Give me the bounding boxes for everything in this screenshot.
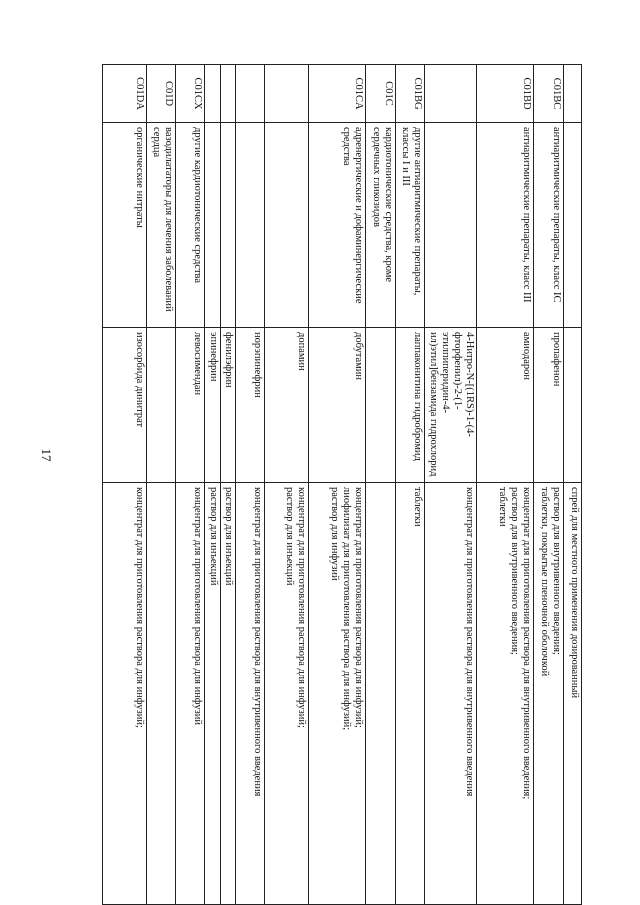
drug-name-cell: левосимендан — [176, 328, 205, 483]
drug-name-cell: 4-Нитро-N-[(1RS)-1-(4-фторфенил)-2-(1-этилпиперидин-4-ил)этил]бензамида гидрохлорид — [425, 328, 477, 483]
table-row — [534, 65, 563, 905]
atc-code-cell: C01BC — [534, 65, 563, 123]
dosage-form-line: концентрат для приготовления раствора для инфузий; — [353, 487, 365, 728]
pharmacological-group-cell: органические нитраты — [103, 123, 147, 328]
atc-code-cell: C01CX — [176, 65, 205, 123]
atc-code-cell — [220, 65, 235, 123]
table-row — [103, 65, 147, 905]
table-row — [235, 65, 264, 905]
pharmacological-group-cell: кардиотонические средства, кроме сердечных гликозидов — [366, 123, 395, 328]
dosage-form-cell — [205, 483, 220, 905]
drug-name-cell: добутамин — [308, 328, 366, 483]
drug-name-cell: эпинефрин — [205, 328, 220, 483]
drug-name-cell: пропафенон — [534, 328, 563, 483]
table-row — [265, 65, 309, 905]
dosage-form-line: концентрат для приготовления раствора для инфузий; — [133, 487, 145, 728]
atc-code-cell: C01CA — [308, 65, 366, 123]
table-row — [563, 65, 581, 905]
atc-code-cell: C01D — [146, 65, 175, 123]
drug-name-cell: допамин — [265, 328, 309, 483]
table-row — [366, 65, 395, 905]
pharmacological-group-cell: антиаритмические препараты, класс III — [476, 123, 534, 328]
dosage-form-line: спрей для местного применения дозированный — [569, 487, 580, 699]
dosage-form-line: таблетки, покрытые пленочной оболочкой — [538, 487, 550, 677]
pharmacological-group-cell: другие кардиотонические средства — [176, 123, 205, 328]
dosage-form-cell — [308, 483, 366, 905]
atc-code-cell: C01C — [366, 65, 395, 123]
page-number: 17 — [39, 448, 54, 462]
atc-code-cell: C01DA — [103, 65, 147, 123]
pharmacological-group-cell — [265, 123, 309, 328]
atc-code-cell: C01BG — [395, 65, 424, 123]
dosage-form-line: концентрат для приготовления раствора для внутривенного введения — [463, 487, 475, 797]
atc-code-cell — [425, 65, 477, 123]
dosage-form-line: концентрат для приготовления раствора для внутривенного введения; — [521, 487, 533, 800]
pharmacological-group-cell — [425, 123, 477, 328]
table-row — [220, 65, 235, 905]
dosage-form-cell — [103, 483, 147, 905]
dosage-form-cell — [395, 483, 424, 905]
atc-code-cell — [205, 65, 220, 123]
atc-code-cell: C01BD — [476, 65, 534, 123]
dosage-form-cell — [176, 483, 205, 905]
dosage-form-cell — [534, 483, 563, 905]
pharmacological-group-cell — [235, 123, 264, 328]
dosage-form-line: концентрат для приготовления раствора для внутривенного введения — [252, 487, 264, 797]
dosage-form-line: раствор для инъекций — [222, 487, 234, 586]
dosage-form-line: таблетки — [497, 487, 509, 527]
pharmacological-group-cell: другие антиаритмические препараты, классы I и III — [395, 123, 424, 328]
drug-name-cell — [146, 328, 175, 483]
atc-code-cell — [265, 65, 309, 123]
table-row — [476, 65, 534, 905]
pharmacological-group-cell: антиаритмические препараты, класс IC — [534, 123, 563, 328]
drug-name-cell: норэпинефрин — [235, 328, 264, 483]
drug-name-cell — [563, 328, 581, 483]
drug-name-cell: фенилэфрин — [220, 328, 235, 483]
dosage-form-line: таблетки — [412, 487, 424, 527]
dosage-form-cell — [366, 483, 395, 905]
table-row — [308, 65, 366, 905]
pharmacological-group-cell — [563, 123, 581, 328]
dosage-form-cell — [146, 483, 175, 905]
dosage-form-line: концентрат для приготовления раствора для инфузий; — [295, 487, 307, 728]
dosage-form-line: раствор для инъекций — [207, 487, 219, 586]
dosage-form-line: раствор для внутривенного введения; — [509, 487, 521, 655]
table-row — [395, 65, 424, 905]
drug-name-cell — [366, 328, 395, 483]
atc-code-cell — [235, 65, 264, 123]
dosage-form-line: концентрат для приготовления раствора для инфузий — [192, 487, 204, 725]
table-row — [176, 65, 205, 905]
drug-name-cell: лаппаконитина гидробромид — [395, 328, 424, 483]
dosage-form-cell — [220, 483, 235, 905]
dosage-form-line: раствор для инъекций — [283, 487, 295, 586]
dosage-form-line: лиофилизат для приготовления раствора для инфузий; — [341, 487, 353, 731]
dosage-form-cell — [265, 483, 309, 905]
pharmacological-group-cell — [220, 123, 235, 328]
rotated-table-wrapper — [102, 64, 582, 904]
pharmacological-group-cell: адренергические и дофаминергические средства — [308, 123, 366, 328]
drug-table — [102, 64, 582, 905]
dosage-form-cell — [235, 483, 264, 905]
table-row — [205, 65, 220, 905]
dosage-form-line: раствор для внутривенного введения; — [550, 487, 562, 655]
drug-name-cell: изосорбида динитрат — [103, 328, 147, 483]
dosage-form-cell — [476, 483, 534, 905]
table-row — [146, 65, 175, 905]
dosage-form-cell — [425, 483, 477, 905]
table-row — [425, 65, 477, 905]
drug-name-cell: амиодарон — [476, 328, 534, 483]
dosage-form-line: раствор для инфузий — [329, 487, 341, 581]
dosage-form-cell — [563, 483, 581, 905]
atc-code-cell — [563, 65, 581, 123]
pharmacological-group-cell — [205, 123, 220, 328]
pharmacological-group-cell: вазодилататоры для лечения заболеваний сердца — [146, 123, 175, 328]
